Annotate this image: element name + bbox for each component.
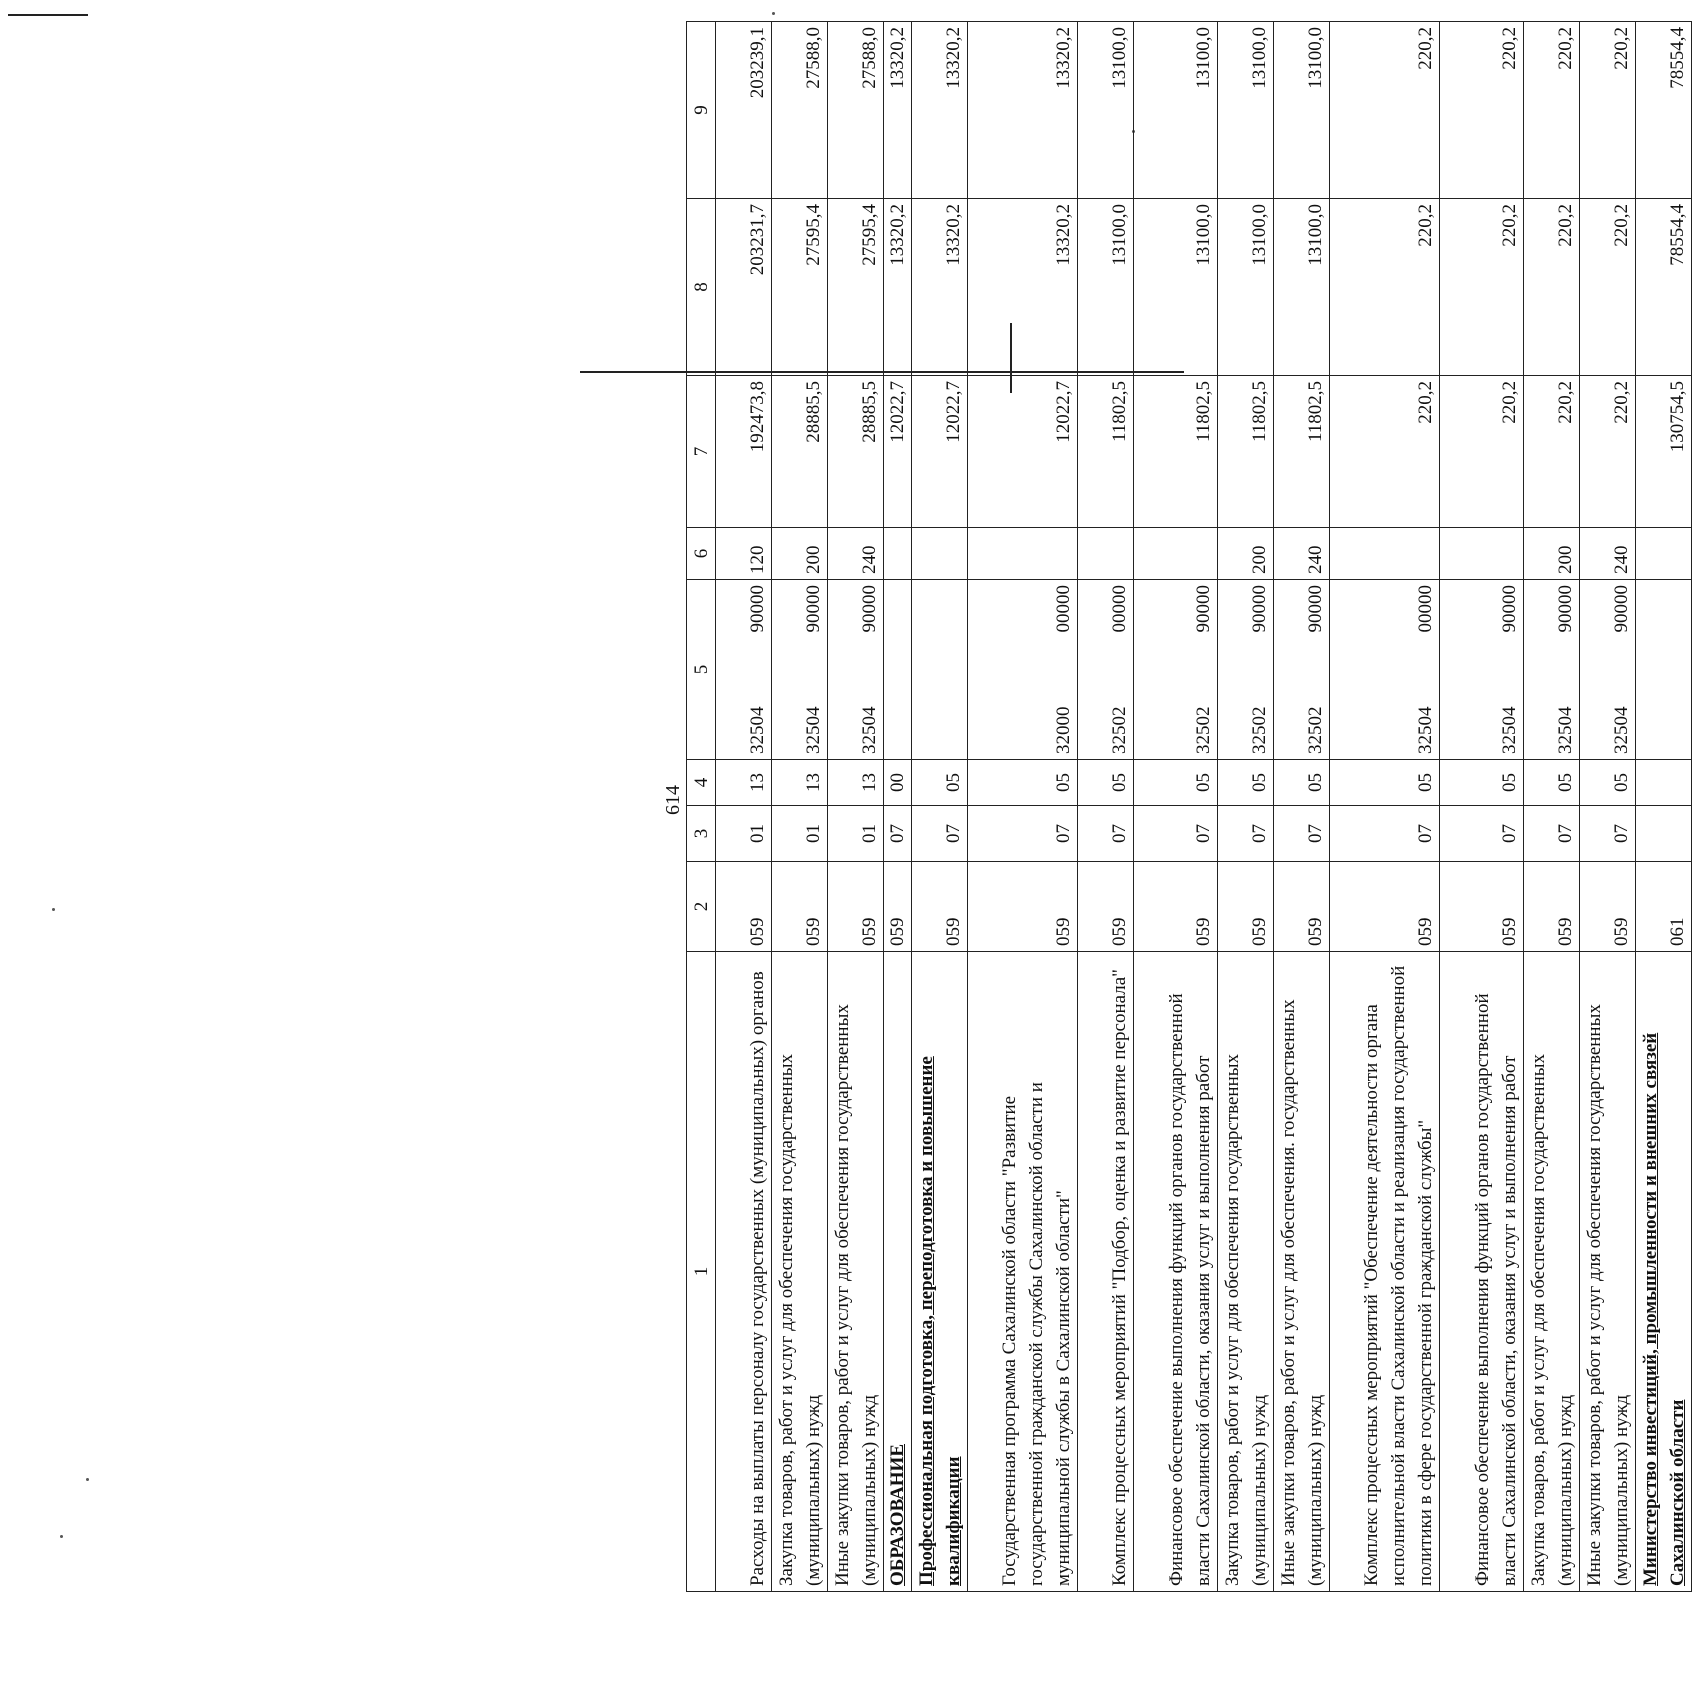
header-cell: 2 — [687, 862, 716, 952]
table-row — [1274, 22, 1330, 1592]
table-row — [912, 22, 968, 1592]
row-section: 01 — [772, 806, 828, 862]
row-section: 07 — [1218, 806, 1274, 862]
row-value-col8: 13100,0 — [1218, 199, 1274, 376]
row-value-col9: 220,2 — [1440, 22, 1524, 199]
target-article-suffix: 90000 — [1555, 585, 1576, 633]
row-value-col9: 13320,2 — [912, 22, 968, 199]
table-row — [716, 22, 772, 1592]
row-code: 059 — [912, 862, 968, 952]
row-target-article — [1440, 580, 1524, 760]
row-subsection: 05 — [1580, 760, 1636, 806]
row-section: 07 — [912, 806, 968, 862]
row-value-col9: 220,2 — [1524, 22, 1580, 199]
header-cell: 1 — [687, 952, 716, 1592]
row-subsection: 05 — [912, 760, 968, 806]
row-section: 07 — [1440, 806, 1524, 862]
target-article-suffix: 00000 — [1109, 585, 1130, 633]
table-row — [1580, 22, 1636, 1592]
row-target-article — [1636, 580, 1692, 760]
target-article-prefix: 32504 — [1499, 706, 1520, 754]
target-article-prefix: 32502 — [1249, 706, 1270, 754]
row-value-col8: 13100,0 — [1078, 199, 1134, 376]
row-expense-type: 240 — [1274, 528, 1330, 580]
target-article-prefix: 32504 — [747, 706, 768, 754]
row-value-col8: 220,2 — [1524, 199, 1580, 376]
row-target-article — [884, 580, 912, 760]
target-article-prefix: 32504 — [1415, 706, 1436, 754]
row-code: 059 — [1218, 862, 1274, 952]
row-value-col9: 13100,0 — [1134, 22, 1218, 199]
row-target-article — [1218, 580, 1274, 760]
row-subsection: 05 — [1524, 760, 1580, 806]
header-cell: 4 — [687, 760, 716, 806]
row-code: 059 — [1580, 862, 1636, 952]
row-expense-type — [1440, 528, 1524, 580]
row-value-col8: 203231,7 — [716, 199, 772, 376]
row-subsection: 05 — [1330, 760, 1440, 806]
row-value-col7: 220,2 — [1524, 376, 1580, 528]
row-value-col7: 11802,5 — [1218, 376, 1274, 528]
header-cell: 7 — [687, 376, 716, 528]
row-value-col7: 12022,7 — [912, 376, 968, 528]
target-article-suffix: 90000 — [803, 585, 824, 633]
row-value-col9: 13100,0 — [1218, 22, 1274, 199]
row-target-article — [1274, 580, 1330, 760]
row-subsection — [1636, 760, 1692, 806]
row-value-col7: 12022,7 — [968, 376, 1078, 528]
row-section: 01 — [828, 806, 884, 862]
row-section: 07 — [1274, 806, 1330, 862]
row-value-col8: 220,2 — [1440, 199, 1524, 376]
column-header-row — [687, 22, 716, 1592]
row-target-article — [716, 580, 772, 760]
row-value-col8: 27595,4 — [828, 199, 884, 376]
row-section: 07 — [1580, 806, 1636, 862]
row-value-col9: 13320,2 — [968, 22, 1078, 199]
row-subsection: 05 — [1274, 760, 1330, 806]
row-target-article — [1078, 580, 1134, 760]
row-value-col7: 130754,5 — [1636, 376, 1692, 528]
row-name: Министерство инвестиций, промышленности и внешних связей Сахалинской области — [1636, 952, 1692, 1592]
target-article-prefix: 32504 — [1555, 706, 1576, 754]
row-value-col8: 13320,2 — [968, 199, 1078, 376]
row-name: Закупка товаров, работ и услуг для обеспечения государственных (муниципальных) нужд — [1218, 952, 1274, 1592]
row-name: Комплекс процессных мероприятий "Подбор, оценка и развитие персонала" — [1078, 952, 1134, 1592]
row-code: 059 — [1524, 862, 1580, 952]
target-article-suffix: 90000 — [1305, 585, 1326, 633]
row-value-col7: 220,2 — [1440, 376, 1524, 528]
target-article-suffix: 90000 — [1611, 585, 1632, 633]
header-cell: 3 — [687, 806, 716, 862]
row-code: 059 — [1078, 862, 1134, 952]
row-code: 059 — [968, 862, 1078, 952]
target-article-suffix: 90000 — [1499, 585, 1520, 633]
row-value-col8: 220,2 — [1330, 199, 1440, 376]
table-row — [1218, 22, 1274, 1592]
row-value-col8: 13100,0 — [1274, 199, 1330, 376]
row-code: 061 — [1636, 862, 1692, 952]
row-subsection: 00 — [884, 760, 912, 806]
row-name: Финансовое обеспечение выполнения функций органов государственной власти Сахалинской области, оказания услуг и выполнения работ — [1440, 952, 1524, 1592]
row-expense-type: 200 — [1218, 528, 1274, 580]
page-number: 614 — [662, 785, 684, 815]
row-value-col7: 220,2 — [1330, 376, 1440, 528]
target-article-prefix: 32502 — [1193, 706, 1214, 754]
row-code: 059 — [716, 862, 772, 952]
row-value-col7: 11802,5 — [1078, 376, 1134, 528]
row-value-col7: 11802,5 — [1274, 376, 1330, 528]
row-value-col9: 220,2 — [1580, 22, 1636, 199]
row-value-col7: 28885,5 — [828, 376, 884, 528]
row-subsection: 13 — [772, 760, 828, 806]
row-value-col9: 27588,0 — [772, 22, 828, 199]
row-name: Иные закупки товаров, работ и услуг для обеспечения государственных (муниципальных) нужд — [1580, 952, 1636, 1592]
row-name: Комплекс процессных мероприятий "Обеспечение деятельности органа исполнительной власти Сахалинской области и реализация государственной политики в сфере государственной гражданской службы" — [1330, 952, 1440, 1592]
row-target-article — [1524, 580, 1580, 760]
row-expense-type: 120 — [716, 528, 772, 580]
row-expense-type: 240 — [828, 528, 884, 580]
row-code: 059 — [1330, 862, 1440, 952]
target-article-suffix: 90000 — [1193, 585, 1214, 633]
table-row — [1134, 22, 1218, 1592]
row-value-col8: 220,2 — [1580, 199, 1636, 376]
row-target-article — [1134, 580, 1218, 760]
row-section: 07 — [1078, 806, 1134, 862]
row-subsection: 05 — [1078, 760, 1134, 806]
row-value-col8: 13100,0 — [1134, 199, 1218, 376]
row-value-col9: 13100,0 — [1078, 22, 1134, 199]
row-value-col8: 13320,2 — [884, 199, 912, 376]
table-row — [968, 22, 1078, 1592]
row-value-col8: 78554,4 — [1636, 199, 1692, 376]
row-subsection: 05 — [968, 760, 1078, 806]
row-code: 059 — [828, 862, 884, 952]
row-section: 07 — [1330, 806, 1440, 862]
row-code: 059 — [1440, 862, 1524, 952]
row-expense-type — [884, 528, 912, 580]
row-expense-type: 240 — [1580, 528, 1636, 580]
target-article-prefix: 32504 — [859, 706, 880, 754]
row-subsection: 05 — [1218, 760, 1274, 806]
row-name: ОБРАЗОВАНИЕ — [884, 952, 912, 1592]
table-row — [1330, 22, 1440, 1592]
target-article-prefix: 32502 — [1305, 706, 1326, 754]
row-name: Иные закупки товаров, работ и услуг для обеспечения. государственных (муниципальных) нужд — [1274, 952, 1330, 1592]
table-row — [1636, 22, 1692, 1592]
table-row — [1078, 22, 1134, 1592]
row-section: 01 — [716, 806, 772, 862]
row-code: 059 — [1134, 862, 1218, 952]
row-name: Профессиональная подготовка, переподготовка и повышение квалификации — [912, 952, 968, 1592]
row-expense-type — [1330, 528, 1440, 580]
table-row — [1440, 22, 1524, 1592]
row-name: Расходы на выплаты персоналу государственных (муниципальных) органов — [716, 952, 772, 1592]
target-article-suffix: 00000 — [1415, 585, 1436, 633]
table-row — [772, 22, 828, 1592]
target-article-prefix: 32502 — [1109, 706, 1130, 754]
row-value-col7: 192473,8 — [716, 376, 772, 528]
row-section: 07 — [968, 806, 1078, 862]
row-subsection: 13 — [716, 760, 772, 806]
row-target-article — [912, 580, 968, 760]
row-value-col9: 220,2 — [1330, 22, 1440, 199]
row-code: 059 — [1274, 862, 1330, 952]
row-value-col9: 27588,0 — [828, 22, 884, 199]
row-value-col8: 27595,4 — [772, 199, 828, 376]
table-row — [828, 22, 884, 1592]
row-expense-type — [912, 528, 968, 580]
row-name: Закупка товаров, работ и услуг для обеспечения государственных (муниципальных) нужд — [772, 952, 828, 1592]
row-expense-type — [968, 528, 1078, 580]
target-article-prefix: 32504 — [1611, 706, 1632, 754]
budget-table — [686, 21, 1692, 1592]
row-target-article — [828, 580, 884, 760]
header-cell: 9 — [687, 22, 716, 199]
row-subsection: 13 — [828, 760, 884, 806]
target-article-suffix: 90000 — [859, 585, 880, 633]
row-value-col7: 12022,7 — [884, 376, 912, 528]
row-section: 07 — [1134, 806, 1218, 862]
table-row — [1524, 22, 1580, 1592]
row-name: Государственная программа Сахалинской области "Развитие государственной гражданской службы Сахалинской области и муниципальной службы в Сахалинской области" — [968, 952, 1078, 1592]
header-cell: 5 — [687, 580, 716, 760]
row-value-col7: 220,2 — [1580, 376, 1636, 528]
row-expense-type: 200 — [772, 528, 828, 580]
target-article-suffix: 90000 — [747, 585, 768, 633]
row-name: Закупка товаров, работ и услуг для обеспечения государственных (муниципальных) нужд — [1524, 952, 1580, 1592]
row-section: 07 — [1524, 806, 1580, 862]
row-expense-type — [1078, 528, 1134, 580]
row-value-col7: 28885,5 — [772, 376, 828, 528]
row-name: Финансовое обеспечение выполнения функций органов государственной власти Сахалинской области, оказания услуг и выполнения работ — [1134, 952, 1218, 1592]
target-article-suffix: 00000 — [1053, 585, 1074, 633]
row-value-col7: 11802,5 — [1134, 376, 1218, 528]
target-article-prefix: 32000 — [1053, 706, 1074, 754]
row-value-col9: 203239,1 — [716, 22, 772, 199]
row-code: 059 — [772, 862, 828, 952]
row-expense-type — [1134, 528, 1218, 580]
row-value-col9: 78554,4 — [1636, 22, 1692, 199]
row-section — [1636, 806, 1692, 862]
row-target-article — [1330, 580, 1440, 760]
row-value-col9: 13100,0 — [1274, 22, 1330, 199]
row-expense-type — [1636, 528, 1692, 580]
row-name: Иные закупки товаров, работ и услуг для обеспечения государственных (муниципальных) нужд — [828, 952, 884, 1592]
row-subsection: 05 — [1440, 760, 1524, 806]
header-cell: 8 — [687, 199, 716, 376]
row-value-col8: 13320,2 — [912, 199, 968, 376]
target-article-suffix: 90000 — [1249, 585, 1270, 633]
row-code: 059 — [884, 862, 912, 952]
row-target-article — [1580, 580, 1636, 760]
row-subsection: 05 — [1134, 760, 1218, 806]
table-row — [884, 22, 912, 1592]
row-target-article — [772, 580, 828, 760]
row-value-col9: 13320,2 — [884, 22, 912, 199]
row-section: 07 — [884, 806, 912, 862]
row-target-article — [968, 580, 1078, 760]
target-article-prefix: 32504 — [803, 706, 824, 754]
header-cell: 6 — [687, 528, 716, 580]
row-expense-type: 200 — [1524, 528, 1580, 580]
